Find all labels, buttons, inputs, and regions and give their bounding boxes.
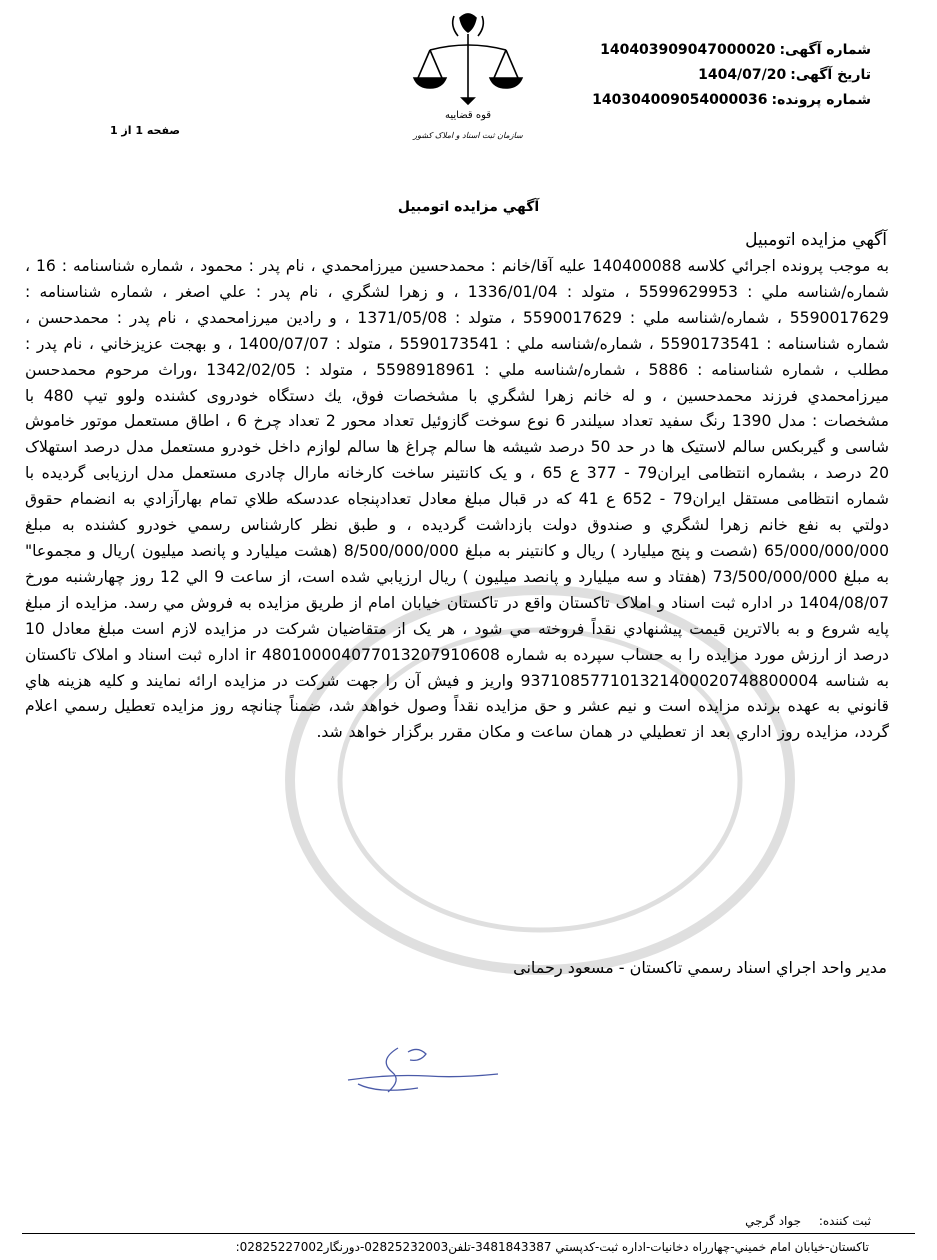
page-number: صفحه 1 از 1 bbox=[109, 124, 180, 137]
notice-title: آگهي مزايده اتومبيل bbox=[397, 199, 540, 215]
notice-number-label: شماره آگهی: bbox=[779, 42, 871, 58]
signature-line: مدير واحد اجراي اسناد رسمي تاكستان - مسعود رحمانی bbox=[513, 958, 887, 977]
emblem-caption-1: قوه قضاییه bbox=[444, 110, 492, 121]
notice-date: 1404/07/20 bbox=[698, 67, 787, 83]
footer-address: تاكستان-خيابان امام خميني-چهارراه دخانيات-اداره ثبت-كدپستي 3481843387-تلفن02825232003-دورنگار02825227002: bbox=[235, 1240, 869, 1254]
notice-body: به موجب پرونده اجرائي كلاسه 140400088 عليه آقا/خانم : محمدحسين ميرزامحمدي ، نام پدر : محمود ، شماره شناسنامه : 16 ، شماره/شناسه ملي : 5599629953 ، متولد : 1336/01/04 ، و زهرا لشگري ، نام پدر : علي اصغر ، شماره شناسنامه : 5590017629 ، شماره/شناسه ملي : 5590017629 ، متولد : 1371/05/08 ، و رادين ميرزامحمدي ، نام پدر : محمدحسن ، شماره شناسنامه : 5590173541 ، شماره/شناسه ملي : 5590173541 ، متولد : 1400/07/07 ، و بهجت عزيزخاني ، نام پدر : مطلب ، شماره شناسنامه : 5886 ، شماره/شناسه ملي : 5598918961 ، متولد : 1342/02/05 ،وراث مرحوم محمدحسن ميرزامحمدي فرزند محمدحسين ، و له خانم زهرا لشگري با مشخصات فوق، يك دستگاه خودروی کشنده ولوو تیپ 480 با مشخصات : مدل 1390 رنگ سفید تعداد سیلندر 6 نوع سوخت گازوئیل تعداد محور 2 تعداد چرخ 6 ، اطاق مستعمل موتور خاموش شاسی و گیربکس سالم لاستیک ها در حد 50 درصد شیشه ها سالم چراغ ها سالم لوازم داخل خودرو مستعمل مدل درصد استهلاک 20 درصد ، بشماره انتظامی ایران79 - 377 ع 65 ، و یک کانتینر ساخت کارخانه مارال چادری مستعمل مدل ارزیابی گردیده با شماره انتظامی مستقل ایران79 - 652 ع 41 که در قبال مبلغ معادل تعدادپنجاه عددسکه طلاي تمام بهارآزادي به انضمام حقوق دولتي به نفع خانم زهرا لشگري و صندوق دولت بازداشت گرديده ، و طبق نظر كارشناس رسمي خودرو کشنده به مبلغ 65/000/000/000 (شصت و پنج میلیارد ) ریال و کانتینر به مبلغ 8/500/000/000 (هشت میلیارد و پانصد میلیون )ریال و مجموعا" به مبلغ 73/500/000/000 (هفتاد و سه میلیارد و پانصد میلیون ) ريال ارزيابي شده است، از ساعت 9 الي 12 روز چهارشنبه مورخ 1404/08/07 در اداره ثبت اسناد و املاک تاکستان واقع در تاکستان خیابان امام از طريق مزايده به فروش مي رسد. مزايده از مبلغ پايه شروع و به بالاترين قيمت پيشنهادي نقداً فروخته مي شود ، هر يک از متقاضيان شرکت در مزايده لازم است مبلغ معادل 10 درصد از ارزش مورد مزايده را به حساب سپرده به شماره ir 480100004077013207910608 اداره ثبت اسناد و املاک تاکستان به شناسه 937108577101321400020748800004 واريز و فيش آن را جهت شرکت در مزايده ارائه نمايند و كليه هزينه هاي قانوني به عهده برنده مزايده است و نيم عشر و حق مزايده نقداً وصول خواهد شد، ضمناً چنانچه روز مزايده تعطيل رسمي اعلام گردد، مزايده روز اداري بعد از تعطيلي در همان ساعت و مكان مقرر برگزار خواهد شد. bbox=[25, 257, 889, 742]
notice-subtitle: آگهي مزايده اتومبيل bbox=[745, 230, 887, 250]
handwritten-signature bbox=[338, 1040, 508, 1100]
notice-number: 140403909047000020 bbox=[600, 42, 776, 58]
notice-date-label: تاریخ آگهی: bbox=[790, 67, 871, 83]
registrar-name: جواد گرجي bbox=[745, 1214, 802, 1228]
registrar-label: ثبت کننده: bbox=[818, 1214, 871, 1228]
notice-number-row bbox=[511, 38, 871, 63]
emblem-caption-2: سازمان ثبت اسناد و املاک کشور bbox=[413, 131, 523, 140]
footer-divider bbox=[22, 1233, 915, 1234]
case-number: 140304009054000036 bbox=[592, 92, 768, 108]
notice-metadata bbox=[511, 38, 871, 113]
registrar bbox=[571, 1214, 871, 1228]
notice-date-row bbox=[511, 63, 871, 88]
judiciary-emblem-logo bbox=[378, 6, 558, 156]
case-number-label: شماره پرونده: bbox=[771, 92, 871, 108]
case-number-row bbox=[511, 88, 871, 113]
